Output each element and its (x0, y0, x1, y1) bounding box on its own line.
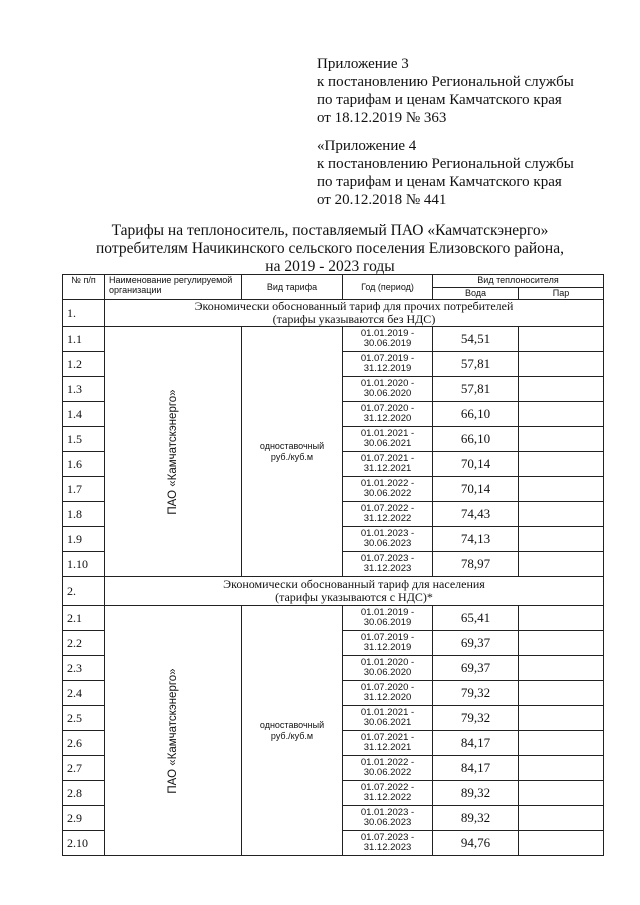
section-title-line: Экономически обоснованный тариф для населения (223, 577, 485, 591)
steam-tariff-cell (519, 756, 604, 781)
tariff-type-label: одноставочный (259, 719, 325, 730)
row-number: 1.9 (63, 527, 105, 552)
section-number: 1. (63, 300, 105, 327)
section-row (63, 577, 604, 606)
steam-tariff-cell (519, 606, 604, 631)
organization-name (105, 327, 242, 577)
period-cell: 01.01.2021 - 30.06.2021 (343, 706, 433, 731)
col-header-num: № п/п (63, 275, 105, 300)
water-tariff-cell: 69,37 (433, 656, 519, 681)
water-tariff-cell: 89,32 (433, 806, 519, 831)
row-number: 2.5 (63, 706, 105, 731)
water-tariff-cell: 66,10 (433, 427, 519, 452)
water-tariff-cell: 66,10 (433, 402, 519, 427)
row-number: 2.6 (63, 731, 105, 756)
row-number: 1.2 (63, 352, 105, 377)
water-tariff-cell: 65,41 (433, 606, 519, 631)
period-cell: 01.01.2023 - 30.06.2023 (343, 527, 433, 552)
col-header-carrier: Вид теплоносителя (433, 275, 604, 288)
period-cell: 01.07.2021 - 31.12.2021 (343, 452, 433, 477)
steam-tariff-cell (519, 377, 604, 402)
steam-tariff-cell (519, 731, 604, 756)
period-cell: 01.07.2022 - 31.12.2022 (343, 781, 433, 806)
col-header-steam: Пар (519, 288, 604, 300)
water-tariff-cell: 78,97 (433, 552, 519, 577)
steam-tariff-cell (519, 552, 604, 577)
header-line: Приложение 3 (317, 56, 409, 72)
steam-tariff-cell (519, 477, 604, 502)
steam-tariff-cell (519, 631, 604, 656)
water-tariff-cell: 79,32 (433, 706, 519, 731)
tariff-type (242, 327, 343, 577)
steam-tariff-cell (519, 352, 604, 377)
header-line: по тарифам и ценам Камчатского края (317, 174, 562, 190)
steam-tariff-cell (519, 402, 604, 427)
tariff-table (62, 274, 604, 856)
steam-tariff-cell (519, 806, 604, 831)
period-cell: 01.01.2019 - 30.06.2019 (343, 606, 433, 631)
water-tariff-cell: 69,37 (433, 631, 519, 656)
row-number: 1.8 (63, 502, 105, 527)
header-line: от 20.12.2018 № 441 (317, 192, 447, 208)
period-cell: 01.07.2020 - 31.12.2020 (343, 681, 433, 706)
period-cell: 01.07.2019 - 31.12.2019 (343, 631, 433, 656)
steam-tariff-cell (519, 681, 604, 706)
row-number: 2.3 (63, 656, 105, 681)
table-row (63, 327, 604, 352)
steam-tariff-cell (519, 781, 604, 806)
appendix-header-current (317, 55, 574, 127)
title-line: Тарифы на теплоноситель, поставляемый ПАО «Камчатскэнерго» (111, 222, 549, 239)
row-number: 1.10 (63, 552, 105, 577)
period-cell: 01.01.2019 - 30.06.2019 (343, 327, 433, 352)
period-cell: 01.07.2023 - 31.12.2023 (343, 552, 433, 577)
steam-tariff-cell (519, 452, 604, 477)
water-tariff-cell: 70,14 (433, 452, 519, 477)
row-number: 2.2 (63, 631, 105, 656)
row-number: 2.4 (63, 681, 105, 706)
col-header-org: Наименование регулируемой организации (105, 275, 242, 300)
appendix-header-previous (317, 137, 574, 209)
section-row (63, 300, 604, 327)
document-title (60, 222, 600, 276)
water-tariff-cell: 57,81 (433, 377, 519, 402)
row-number: 1.5 (63, 427, 105, 452)
row-number: 1.1 (63, 327, 105, 352)
row-number: 2.7 (63, 756, 105, 781)
row-number: 1.6 (63, 452, 105, 477)
period-cell: 01.07.2023 - 31.12.2023 (343, 831, 433, 856)
period-cell: 01.07.2021 - 31.12.2021 (343, 731, 433, 756)
header-line: от 18.12.2019 № 363 (317, 110, 447, 126)
row-number: 1.3 (63, 377, 105, 402)
water-tariff-cell: 79,32 (433, 681, 519, 706)
water-tariff-cell: 70,14 (433, 477, 519, 502)
water-tariff-cell: 89,32 (433, 781, 519, 806)
steam-tariff-cell (519, 327, 604, 352)
row-number: 2.10 (63, 831, 105, 856)
section-title (105, 577, 604, 606)
col-header-water: Вода (433, 288, 519, 300)
water-tariff-cell: 94,76 (433, 831, 519, 856)
organization-name (105, 606, 242, 856)
header-line: по тарифам и ценам Камчатского края (317, 92, 562, 108)
tariff-unit-label: руб./куб.м (270, 451, 314, 462)
period-cell: 01.01.2021 - 30.06.2021 (343, 427, 433, 452)
period-cell: 01.07.2022 - 31.12.2022 (343, 502, 433, 527)
row-number: 2.8 (63, 781, 105, 806)
period-cell: 01.01.2023 - 30.06.2023 (343, 806, 433, 831)
period-cell: 01.01.2020 - 30.06.2020 (343, 656, 433, 681)
col-header-period: Год (период) (343, 275, 433, 300)
water-tariff-cell: 74,13 (433, 527, 519, 552)
tariff-unit-label: руб./куб.м (270, 730, 314, 741)
period-cell: 01.01.2022 - 30.06.2022 (343, 477, 433, 502)
col-header-tariff-type: Вид тарифа (242, 275, 343, 300)
steam-tariff-cell (519, 527, 604, 552)
section-number: 2. (63, 577, 105, 606)
section-subtitle-line: (тарифы указываются без НДС) (272, 312, 436, 326)
row-number: 1.7 (63, 477, 105, 502)
period-cell: 01.01.2022 - 30.06.2022 (343, 756, 433, 781)
steam-tariff-cell (519, 706, 604, 731)
water-tariff-cell: 57,81 (433, 352, 519, 377)
water-tariff-cell: 74,43 (433, 502, 519, 527)
steam-tariff-cell (519, 831, 604, 856)
steam-tariff-cell (519, 502, 604, 527)
organization-label: ПАО «Камчатскэнерго» (167, 667, 179, 794)
water-tariff-cell: 54,51 (433, 327, 519, 352)
water-tariff-cell: 84,17 (433, 756, 519, 781)
period-cell: 01.01.2020 - 30.06.2020 (343, 377, 433, 402)
water-tariff-cell: 84,17 (433, 731, 519, 756)
organization-label: ПАО «Камчатскэнерго» (167, 388, 179, 515)
title-line: потребителям Начикинского сельского поселения Елизовского района, (96, 240, 564, 257)
steam-tariff-cell (519, 656, 604, 681)
period-cell: 01.07.2020 - 31.12.2020 (343, 402, 433, 427)
header-line: «Приложение 4 (317, 138, 417, 154)
section-title-line: Экономически обоснованный тариф для прочих потребителей (194, 299, 514, 313)
section-title (105, 300, 604, 327)
period-cell: 01.07.2019 - 31.12.2019 (343, 352, 433, 377)
header-line: к постановлению Региональной службы (317, 156, 574, 172)
row-number: 2.1 (63, 606, 105, 631)
table-row (63, 606, 604, 631)
tariff-type-label: одноставочный (259, 440, 325, 451)
section-subtitle-line: (тарифы указываются с НДС)* (275, 590, 433, 604)
header-line: к постановлению Региональной службы (317, 74, 574, 90)
title-line: на 2019 - 2023 годы (265, 258, 395, 275)
row-number: 1.4 (63, 402, 105, 427)
steam-tariff-cell (519, 427, 604, 452)
row-number: 2.9 (63, 806, 105, 831)
tariff-type (242, 606, 343, 856)
